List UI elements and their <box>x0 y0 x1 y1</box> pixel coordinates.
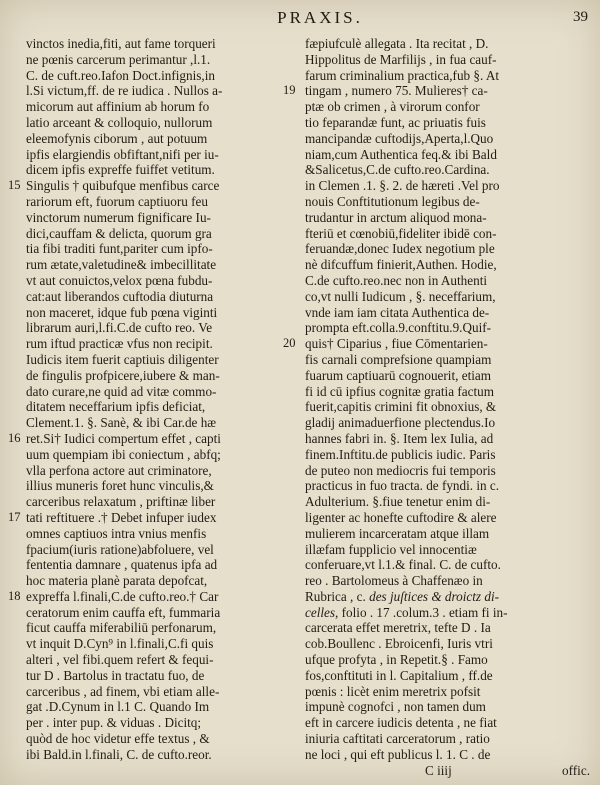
text-line <box>26 526 278 542</box>
line-text-tail: , folio . 17 .colum.3 . etiam fi in- <box>335 604 508 620</box>
text-line <box>26 731 278 747</box>
line-text: C.de cufto.reo.nec non in Authenti <box>305 272 488 288</box>
text-line <box>305 194 590 210</box>
line-text: trudantur in arctum aliquod mona- <box>305 209 487 225</box>
line-text: fuarum captiuarū cognouerit, etiam <box>305 367 492 383</box>
margin-number: 18 <box>8 588 21 603</box>
text-line <box>305 415 590 431</box>
text-line <box>305 226 590 242</box>
text-line <box>305 573 590 589</box>
text-line <box>283 336 590 352</box>
line-text: vt inquit D.Cyn⁹ in l.finali,C.fi quis <box>26 636 214 652</box>
line-text: alteri , vel fibi.quem refert & fequi- <box>26 652 214 668</box>
line-text: Rubrica , c. <box>305 588 366 604</box>
line-text: fos,conftituti in l. Capitalium , ff.de <box>305 667 493 683</box>
left-column <box>8 36 278 763</box>
text-line <box>26 305 278 321</box>
text-line <box>305 526 590 542</box>
text-line <box>26 542 278 558</box>
line-text: de fingulis profpicere,iubere & man- <box>26 367 220 383</box>
line-text: non maceret, idque fub pœna viginti <box>26 304 218 320</box>
line-text: fis carnali comprefsione quampiam <box>305 351 492 367</box>
line-text: quòd de hoc videtur effe textus , & <box>26 731 210 747</box>
line-text: vnde iam iam citata Authentica de- <box>305 304 490 320</box>
text-line <box>305 305 590 321</box>
line-text: ne pœnis carcerum perimantur ,l.1. <box>26 51 211 67</box>
text-line <box>305 289 590 305</box>
text-line <box>26 478 278 494</box>
line-text: fpacium(iuris ratione)abfoluere, vel <box>26 541 214 557</box>
line-text: nouis Conftitutionum legibus de- <box>305 193 480 209</box>
text-line <box>305 320 590 336</box>
text-line <box>305 384 590 400</box>
line-text: ditatem neceffarium ipfis deficiat, <box>26 399 206 415</box>
text-line <box>26 99 278 115</box>
line-text: fuerit,capitis crimini fit obnoxius, & <box>305 399 497 415</box>
line-text: l.Si victum,ff. de re iudica . Nullos a- <box>26 83 223 99</box>
text-line <box>305 589 590 605</box>
line-text: carceribus relaxatum , priftinæ liber <box>26 494 216 510</box>
line-text: gladij animaduerfione plectendus.Io <box>305 415 496 431</box>
line-text: ne loci , qui eft publicus l. 1. C . de <box>305 746 491 762</box>
line-text: cob.Boullenc . Ebroicenfi, Iuris vtri <box>305 636 493 652</box>
line-text: eft in carcere iudicis detenta , ne fiat <box>305 715 497 731</box>
line-text: dicem ipfis expreffe fuiffet vetitum. <box>26 162 215 178</box>
text-line <box>305 652 590 668</box>
line-text: uum quempiam ibi coniectum , abfq; <box>26 446 221 462</box>
text-line <box>305 731 590 747</box>
text-line <box>305 668 590 684</box>
text-line <box>26 336 278 352</box>
line-text: de puteo non mediocris fui temporis <box>305 462 496 478</box>
line-text: dici,cauffam & delicta, quorum gra <box>26 225 212 241</box>
text-line <box>305 510 590 526</box>
line-text: hannes fabri in. §. Item lex Iulia, ad <box>305 430 494 446</box>
line-text: dato curare,ne quid ad vitæ commo- <box>26 383 217 399</box>
line-text: Adulterium. §.fiue tenetur enim di- <box>305 494 491 510</box>
line-text: vinctorum numerum fignificare Iu- <box>26 209 211 225</box>
line-text: eleemofynis ciborum , aut potuum <box>26 130 208 146</box>
text-line <box>305 241 590 257</box>
margin-number: 16 <box>8 430 21 445</box>
line-text: omnes captiuos intra vnius menfis <box>26 525 207 541</box>
line-text: vinctos inedia,fiti, aut fame torqueri <box>26 36 216 51</box>
page-title: PRAXIS. <box>277 8 363 27</box>
text-line <box>305 620 590 636</box>
line-text: micorum aut affinium ab horum fo <box>26 99 210 115</box>
margin-number: 20 <box>283 336 296 351</box>
text-line <box>26 52 278 68</box>
text-line <box>305 257 590 273</box>
text-line <box>26 605 278 621</box>
text-line <box>26 747 278 763</box>
text-line <box>305 131 590 147</box>
text-line <box>305 494 590 510</box>
line-text: quis† Ciparius , fiue Cōmentarien- <box>305 336 488 352</box>
line-text: co,vt nulli Iudicum , §. neceffarium, <box>305 288 496 304</box>
text-line <box>26 463 278 479</box>
line-text: prompta eft.colla.9.conftitu.9.Quif- <box>305 320 492 336</box>
line-text: tia fibi traditi funt,pariter cum ipfo- <box>26 241 213 257</box>
line-text: pœnis : licèt enim meretrix pofsit <box>305 683 481 699</box>
line-text: ibi Bald.in l.finali, C. de cufto.reor. <box>26 746 212 762</box>
text-line <box>305 684 590 700</box>
text-line <box>8 178 278 194</box>
text-line <box>26 384 278 400</box>
text-line <box>305 636 590 652</box>
text-line <box>305 399 590 415</box>
line-text: nè difcuffum finierit,Authen. Hodie, <box>305 257 497 273</box>
text-line <box>26 257 278 273</box>
text-line <box>26 68 278 84</box>
line-text: ligenter ac honefte cuftodire & alere <box>305 509 497 525</box>
line-text: Singulis † quibufque menfibus carce <box>26 178 220 194</box>
line-text: in Clemen .1. §. 2. de hæreti .Vel pro <box>305 178 500 194</box>
text-line <box>305 210 590 226</box>
text-line <box>305 147 590 163</box>
text-line <box>26 573 278 589</box>
text-line <box>26 684 278 700</box>
text-line <box>26 131 278 147</box>
line-text: rum ætate,valetudine& imbecillitate <box>26 257 217 273</box>
margin-number: 15 <box>8 178 21 193</box>
line-text: farum criminalium practica,fub §. At <box>305 67 500 83</box>
line-text: C iiij <box>425 762 452 778</box>
text-line <box>8 588 278 605</box>
line-text: reo . Bartolomeus à Chaffenæo in <box>305 573 483 589</box>
text-line <box>305 178 590 194</box>
line-text: Clement.1. §. Sanè, & ibi Car.de hæ <box>26 415 217 431</box>
line-text: illius muneris foret hunc vinculis,& <box>26 478 214 494</box>
line-text: fententia damnare , quatenus ipfa ad <box>26 557 218 573</box>
line-text: feruandæ,donec Iudex negotium ple <box>305 241 495 257</box>
text-line <box>305 605 590 621</box>
line-text: carcerata effet meretrix, tefte D . Ia <box>305 620 491 636</box>
text-line <box>26 494 278 510</box>
text-line <box>26 194 278 210</box>
line-text: gat .D.Cynum in l.1 C. Quando Im <box>26 699 210 715</box>
line-text: tati reftituere .† Debet infuper iudex <box>26 509 217 525</box>
text-line <box>305 36 590 52</box>
line-text: tingam , numero 75. Mulieres† ca- <box>305 83 488 99</box>
text-line <box>26 415 278 431</box>
italic-text: celles <box>305 604 336 620</box>
text-line <box>305 747 590 763</box>
text-line <box>26 557 278 573</box>
text-line <box>305 352 590 368</box>
line-text: per . inter pup. & viduas . Dicitq; <box>26 715 202 731</box>
line-text: iniuria caftitati carceratorum , ratio <box>305 731 490 747</box>
line-text: librarum auri,l.fi.C.de cufto reo. Ve <box>26 320 213 336</box>
line-text: impunè cognofci , non tamen dum <box>305 699 486 715</box>
line-text: practicus in fuo tracta. de fyndi. in c. <box>305 478 500 494</box>
text-line <box>26 147 278 163</box>
text-line <box>26 715 278 731</box>
text-line <box>305 99 590 115</box>
text-line <box>26 210 278 226</box>
line-text: hoc materia planè parata depofcat, <box>26 573 208 589</box>
text-line <box>305 162 590 178</box>
margin-number: 17 <box>8 509 21 524</box>
text-line <box>26 699 278 715</box>
text-line <box>26 273 278 289</box>
text-line <box>26 447 278 463</box>
text-line <box>26 36 278 52</box>
line-text-tail: offic. <box>562 762 590 778</box>
line-text: C. de cuft.reo.Iafon Doct.infignis,in <box>26 67 215 83</box>
line-text: finem.Inftitu.de publicis iudic. Paris <box>305 446 496 462</box>
text-line <box>305 368 590 384</box>
line-text: ficut cauffa miferabiliū perfonarum, <box>26 620 217 636</box>
text-line <box>305 115 590 131</box>
line-text: &Salicetus,C.de cufto.reo.Cardina. <box>305 162 490 178</box>
text-line <box>305 557 590 573</box>
line-text: illæfam fupplicio vel innocentiæ <box>305 541 477 557</box>
text-line <box>305 542 590 558</box>
text-line <box>26 226 278 242</box>
running-head <box>0 8 600 32</box>
text-line <box>26 668 278 684</box>
line-text: tur D . Bartolus in tractatu fuo, de <box>26 667 205 683</box>
line-text: rariorum eft, fuorum captiuoru feu <box>26 193 208 209</box>
line-text: fi id cū ipfius cognitæ gratia factum <box>305 383 494 399</box>
text-line <box>26 241 278 257</box>
text-line <box>283 83 590 99</box>
text-line <box>26 115 278 131</box>
line-text: rum iftud practicæ vfus non recipit. <box>26 336 213 352</box>
text-line <box>8 430 278 447</box>
text-line <box>26 399 278 415</box>
line-text: vlla perfona actore aut criminatore, <box>26 462 212 478</box>
text-line <box>305 715 590 731</box>
line-text: mulierem incarceratam atque illam <box>305 525 490 541</box>
line-text: mancipandæ cuftodijs,Aperta,l.Quo <box>305 130 494 146</box>
right-column <box>283 36 590 778</box>
line-text: Hippolitus de Marfilijs , in fua cauf- <box>305 51 497 67</box>
text-line <box>26 352 278 368</box>
line-text: ufque profyta , in Repetit.§ . Famo <box>305 652 488 668</box>
line-text: conferuare,vt l.1.& final. C. de cufto. <box>305 557 501 573</box>
line-text: ipfis elargiendis obfiftant,nifi per iu- <box>26 146 219 162</box>
text-line <box>26 162 278 178</box>
text-line <box>26 368 278 384</box>
text-line <box>305 273 590 289</box>
text-line <box>305 699 590 715</box>
text-line <box>26 83 278 99</box>
text-line <box>305 447 590 463</box>
line-text: ret.Si† Iudici compertum effet , capti <box>26 430 221 446</box>
text-line <box>26 652 278 668</box>
text-line <box>305 52 590 68</box>
line-text: niam,cum Authentica feq.& ibi Bald <box>305 146 497 162</box>
text-line <box>26 320 278 336</box>
text-line <box>305 763 590 779</box>
line-text: expreffa l.finali,C.de cufto.reo.† Car <box>26 588 219 604</box>
text-line <box>305 463 590 479</box>
page-number: 39 <box>573 9 588 25</box>
text-line <box>305 431 590 447</box>
italic-text: des juſtices & droictz di- <box>365 588 499 604</box>
text-line <box>26 289 278 305</box>
line-text: fæpiufculè allegata . Ita recitat , D. <box>305 36 489 51</box>
margin-number: 19 <box>283 83 296 98</box>
text-line <box>8 509 278 526</box>
text-line <box>305 478 590 494</box>
line-text: fteriū et cœnobiū,fideliter ibidē con- <box>305 225 497 241</box>
line-text: cat:aut liberandos cuftodia diuturna <box>26 288 214 304</box>
line-text: ceratorum enim cauffa eft, fummaria <box>26 604 221 620</box>
line-text: Iudicis item fuerit captiuis diligenter <box>26 351 219 367</box>
line-text: vt aut conuictos,velox pœna fubdu- <box>26 272 213 288</box>
line-text: latio arceant & colloquio, nullorum <box>26 114 213 130</box>
line-text: ptæ ob crimen , à virorum confor <box>305 99 480 115</box>
line-text: tio feparandæ funt, ac priuatis fuis <box>305 114 486 130</box>
text-line <box>26 620 278 636</box>
text-line <box>26 636 278 652</box>
line-text: carceribus , ad finem, vbi etiam alle- <box>26 683 220 699</box>
text-line <box>305 68 590 84</box>
